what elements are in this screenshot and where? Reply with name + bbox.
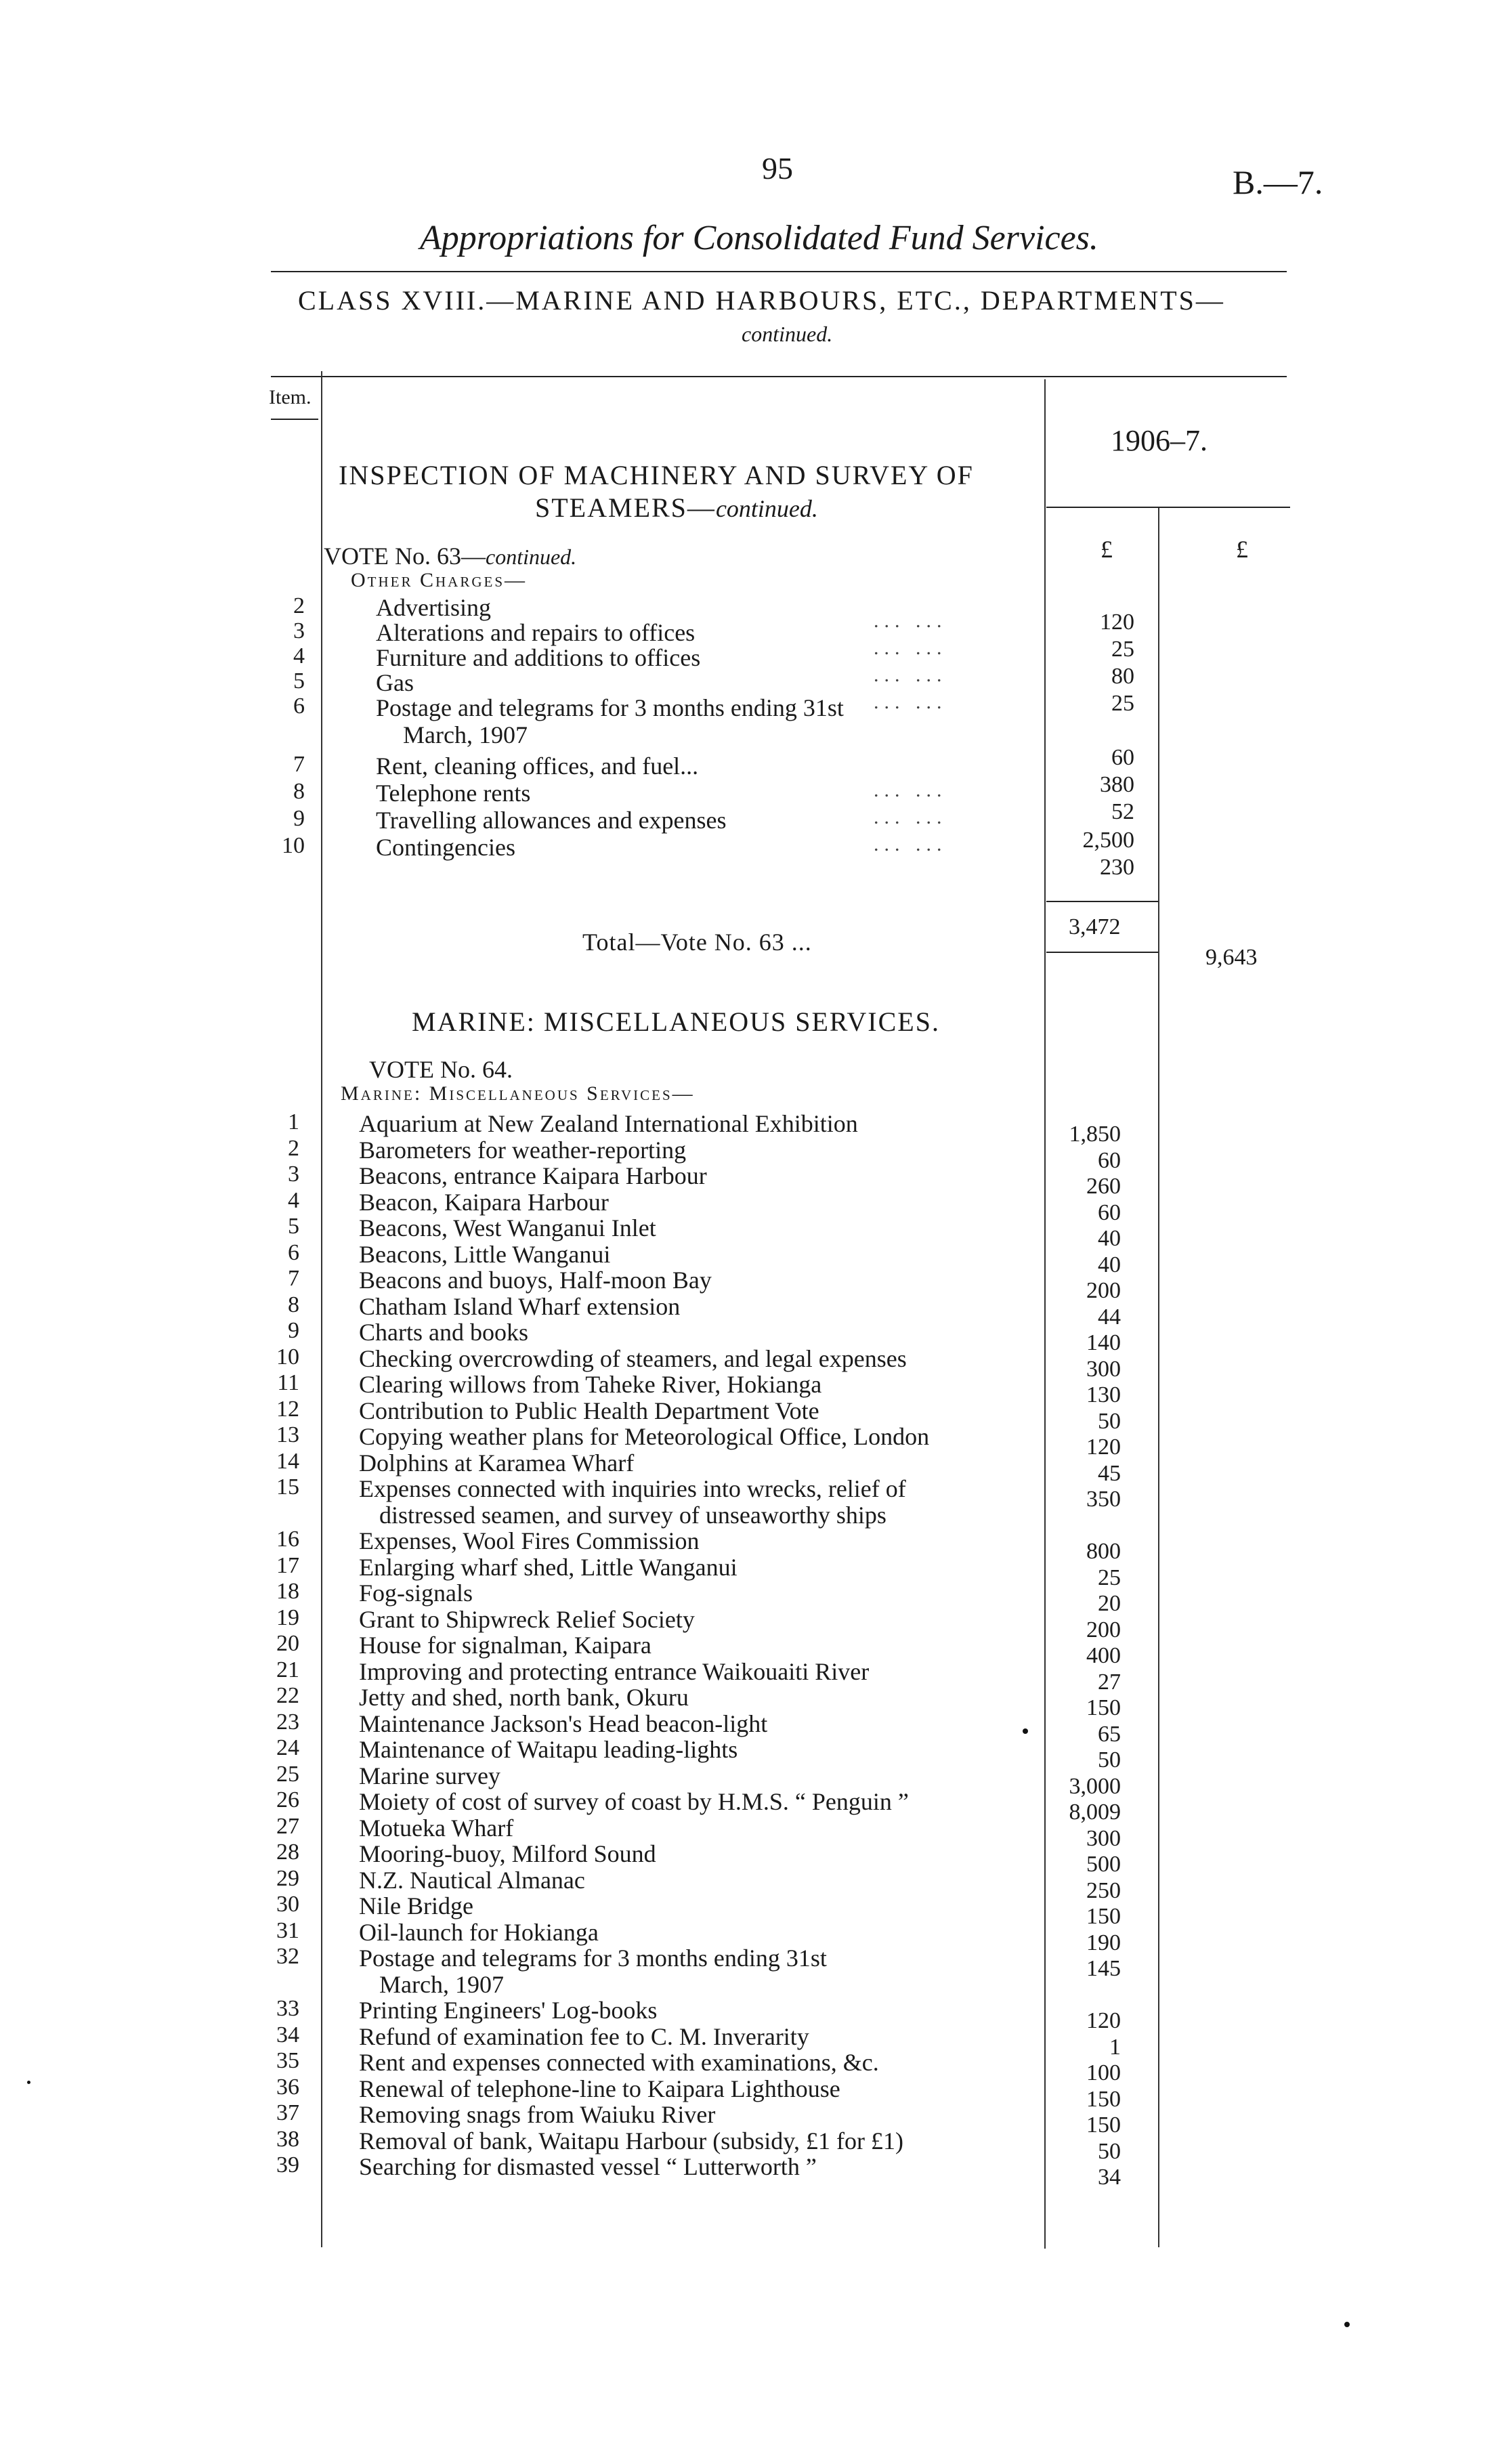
item-number: 37 xyxy=(276,2100,299,2125)
item-number: 8 xyxy=(288,1292,299,1317)
item-amount: 250 xyxy=(1086,1877,1121,1903)
item-description: Travelling allowances and expenses xyxy=(376,807,727,834)
item-amount: 44 xyxy=(1098,1304,1121,1330)
item-number: 2 xyxy=(293,593,305,618)
print-speck xyxy=(1344,2322,1350,2327)
item-amount: 500 xyxy=(1086,1852,1121,1877)
item-amount: 50 xyxy=(1098,1408,1121,1434)
item-number: 23 xyxy=(276,1709,299,1735)
item-description: Checking overcrowding of steamers, and legal expenses xyxy=(359,1344,907,1372)
item-number: 3 xyxy=(293,618,305,643)
item-amount: 60 xyxy=(1098,1199,1121,1225)
item-amount: 80 xyxy=(1111,664,1134,689)
item-number: 33 xyxy=(276,1996,299,2021)
item-amount: 260 xyxy=(1086,1174,1121,1199)
item-description: Mooring-buoy, Milford Sound xyxy=(359,1840,656,1867)
item-description: Fog-signals xyxy=(359,1579,473,1607)
header-rule xyxy=(271,271,1287,272)
item-description: Removal of bank, Waitapu Harbour (subsidy, £1 for £1) xyxy=(359,2127,903,2154)
item-description: Alterations and repairs to offices xyxy=(376,619,696,646)
vote63-total-amount: 3,472 xyxy=(1069,914,1121,939)
item-number: 14 xyxy=(276,1448,299,1474)
item-amount: 120 xyxy=(1100,610,1134,635)
item-number: 7 xyxy=(293,752,305,777)
page-number: 95 xyxy=(762,151,793,186)
section2-vote: VOTE No. 64. xyxy=(369,1056,513,1083)
item-description-continued: March, 1907 xyxy=(379,1970,504,1998)
item-amount: 50 xyxy=(1098,2138,1121,2164)
item-number: 26 xyxy=(276,1787,299,1812)
amount-column-divider xyxy=(1044,379,1046,2249)
item-description: Postage and telegrams for 3 months ending 31st xyxy=(376,694,844,721)
item-number: 4 xyxy=(288,1187,299,1213)
item-amount: 50 xyxy=(1098,1747,1121,1772)
total-rule xyxy=(1046,952,1158,953)
item-number: 36 xyxy=(276,2074,299,2100)
item-number: 10 xyxy=(282,833,305,858)
item-amount: 150 xyxy=(1086,2112,1121,2138)
item-column-divider xyxy=(321,371,322,2247)
item-description-continued: March, 1907 xyxy=(403,721,528,748)
item-number: 10 xyxy=(276,1344,299,1369)
item-amount: 2,500 xyxy=(1082,828,1134,853)
item-number: 5 xyxy=(288,1214,299,1239)
item-description: Removing snags from Waiuku River xyxy=(359,2101,716,2128)
item-amount: 150 xyxy=(1086,1904,1121,1929)
total-column-divider xyxy=(1158,507,1159,2247)
item-number: 30 xyxy=(276,1892,299,1917)
item-description: Enlarging wharf shed, Little Wanganui xyxy=(359,1553,738,1581)
item-description: Motueka Wharf xyxy=(359,1814,514,1842)
item-amount: 8,009 xyxy=(1069,1800,1121,1825)
item-number: 18 xyxy=(276,1579,299,1604)
item-description: Dolphins at Karamea Wharf xyxy=(359,1449,635,1477)
item-description: Rent and expenses connected with examinations, &c. xyxy=(359,2049,879,2076)
item-description: Refund of examination fee to C. M. Inverarity xyxy=(359,2022,809,2050)
section1-heading-line2 xyxy=(535,492,818,524)
leader-dots: ... ... xyxy=(874,833,947,855)
item-number: 31 xyxy=(276,1917,299,1943)
grand-total: 9,643 xyxy=(1205,945,1258,970)
item-number: 32 xyxy=(276,1944,299,1969)
table-top-rule xyxy=(271,376,1287,377)
item-description: Furniture and additions to offices xyxy=(376,644,701,671)
item-description: Oil-launch for Hokianga xyxy=(359,1918,599,1946)
item-amount: 34 xyxy=(1098,2165,1121,2190)
section1-heading: INSPECTION OF MACHINERY AND SURVEY OF xyxy=(339,460,974,490)
section1-heading-continued: continued. xyxy=(715,495,818,522)
leader-dots: ... ... xyxy=(874,779,947,801)
item-description: Copying weather plans for Meteorological Office, London xyxy=(359,1423,930,1450)
item-amount: 200 xyxy=(1086,1278,1121,1303)
item-number: 16 xyxy=(276,1527,299,1552)
year-header: 1906–7. xyxy=(1111,424,1208,457)
item-description: Barometers for weather-reporting xyxy=(359,1136,687,1164)
item-number: 38 xyxy=(276,2126,299,2152)
item-number: 15 xyxy=(276,1474,299,1500)
item-amount: 20 xyxy=(1098,1591,1121,1616)
item-number: 19 xyxy=(276,1605,299,1630)
item-number: 12 xyxy=(276,1396,299,1422)
item-amount: 100 xyxy=(1086,2060,1121,2085)
item-amount: 400 xyxy=(1086,1643,1121,1668)
leader-dots: ... ... xyxy=(874,664,947,686)
item-description: Chatham Island Wharf extension xyxy=(359,1292,681,1320)
section1-vote-continued: continued. xyxy=(485,545,577,569)
leader-dots: ... ... xyxy=(874,806,947,828)
item-description: Beacons and buoys, Half-moon Bay xyxy=(359,1267,712,1294)
leader-dots: ... ... xyxy=(874,637,947,659)
item-amount: 190 xyxy=(1086,1930,1121,1955)
section1-vote xyxy=(324,542,576,570)
subtotal-rule xyxy=(1046,901,1158,902)
item-description: Searching for dismasted vessel “ Lutterworth ” xyxy=(359,2153,817,2180)
item-number: 9 xyxy=(288,1318,299,1343)
document-reference: B.—7. xyxy=(1233,163,1323,201)
item-number: 25 xyxy=(276,1761,299,1787)
print-speck xyxy=(27,2081,30,2084)
item-description: Maintenance of Waitapu leading-lights xyxy=(359,1736,738,1763)
currency-symbol-1: £ xyxy=(1100,536,1113,563)
item-description: Beacons, Little Wanganui xyxy=(359,1240,611,1268)
item-number: 35 xyxy=(276,2048,299,2073)
item-number: 5 xyxy=(293,668,305,694)
section1-subhead: Other Charges— xyxy=(351,569,528,591)
item-number: 1 xyxy=(288,1109,299,1134)
item-description: Maintenance Jackson's Head beacon-light xyxy=(359,1709,768,1737)
item-description: Expenses, Wool Fires Commission xyxy=(359,1527,700,1554)
item-description: Beacons, West Wanganui Inlet xyxy=(359,1214,656,1241)
item-number: 11 xyxy=(277,1370,299,1395)
item-amount: 40 xyxy=(1098,1226,1121,1251)
item-amount: 1 xyxy=(1109,2034,1121,2060)
item-amount: 52 xyxy=(1111,799,1134,824)
item-number: 6 xyxy=(288,1239,299,1265)
item-number: 28 xyxy=(276,1840,299,1865)
item-amount: 150 xyxy=(1086,1695,1121,1720)
section1-vote-text: VOTE No. 63— xyxy=(324,543,486,570)
item-description: Charts and books xyxy=(359,1319,528,1346)
item-amount: 350 xyxy=(1086,1487,1121,1512)
item-description: Renewal of telephone-line to Kaipara Lighthouse xyxy=(359,2075,840,2102)
item-description: Contingencies xyxy=(376,834,515,861)
item-number: 7 xyxy=(288,1266,299,1291)
item-number: 22 xyxy=(276,1683,299,1708)
vote63-total-label: Total—Vote No. 63 ... xyxy=(582,929,812,956)
item-amount: 3,000 xyxy=(1069,1773,1121,1799)
item-amount: 800 xyxy=(1086,1539,1121,1564)
item-amount: 40 xyxy=(1098,1252,1121,1277)
item-amount: 150 xyxy=(1086,2086,1121,2112)
leader-dots: ... ... xyxy=(874,610,947,632)
section1-heading-text: STEAMERS— xyxy=(535,492,716,523)
item-number: 6 xyxy=(293,694,305,719)
item-description: Rent, cleaning offices, and fuel... xyxy=(376,752,699,780)
item-description: Printing Engineers' Log-books xyxy=(359,1997,658,2024)
item-number: 24 xyxy=(276,1735,299,1760)
item-description: Postage and telegrams for 3 months ending 31st xyxy=(359,1945,827,1972)
item-amount: 145 xyxy=(1086,1956,1121,1981)
currency-symbol-2: £ xyxy=(1236,536,1248,563)
item-description: Improving and protecting entrance Waikouaiti River xyxy=(359,1657,870,1685)
item-description: Gas xyxy=(376,669,414,696)
item-amount: 60 xyxy=(1111,745,1134,770)
item-description: Clearing willows from Taheke River, Hokianga xyxy=(359,1371,822,1398)
item-description: N.Z. Nautical Almanac xyxy=(359,1866,585,1894)
item-number: 27 xyxy=(276,1813,299,1839)
item-number: 2 xyxy=(288,1135,299,1161)
year-rule xyxy=(1046,507,1290,508)
page-title: Appropriations for Consolidated Fund Services. xyxy=(420,219,1098,257)
item-number: 21 xyxy=(276,1657,299,1682)
item-amount: 120 xyxy=(1086,2008,1121,2033)
item-number: 3 xyxy=(288,1162,299,1187)
item-amount: 65 xyxy=(1098,1721,1121,1747)
item-description: Marine survey xyxy=(359,1762,500,1789)
item-description-continued: distressed seamen, and survey of unseaworthy ships xyxy=(379,1501,886,1529)
item-amount: 25 xyxy=(1098,1565,1121,1590)
item-number: 39 xyxy=(276,2152,299,2178)
item-header-rule xyxy=(271,419,318,420)
item-description: Contribution to Public Health Department Vote xyxy=(359,1397,819,1424)
item-amount: 300 xyxy=(1086,1356,1121,1382)
item-number: 29 xyxy=(276,1865,299,1891)
leader-dots: ... ... xyxy=(874,691,947,713)
item-description: Telephone rents xyxy=(376,780,531,807)
item-amount: 25 xyxy=(1111,637,1134,662)
item-amount: 27 xyxy=(1098,1669,1121,1695)
class-heading: CLASS XVIII.—MARINE AND HARBOURS, ETC., DEPARTMENTS— xyxy=(298,285,1225,316)
item-description: Beacon, Kaipara Harbour xyxy=(359,1188,609,1216)
item-amount: 230 xyxy=(1100,855,1134,880)
item-amount: 300 xyxy=(1086,1825,1121,1851)
section2-heading: MARINE: MISCELLANEOUS SERVICES. xyxy=(412,1006,940,1037)
item-description: Moiety of cost of survey of coast by H.M.S. “ Penguin ” xyxy=(359,1788,909,1815)
item-amount: 140 xyxy=(1086,1330,1121,1355)
item-number: 13 xyxy=(276,1422,299,1447)
item-amount: 130 xyxy=(1086,1382,1121,1407)
item-column-header: Item. xyxy=(269,386,312,408)
item-number: 20 xyxy=(276,1631,299,1656)
item-amount: 200 xyxy=(1086,1617,1121,1642)
item-amount: 120 xyxy=(1086,1435,1121,1460)
item-number: 9 xyxy=(293,806,305,831)
item-description: Grant to Shipwreck Relief Society xyxy=(359,1605,695,1633)
item-amount: 60 xyxy=(1098,1147,1121,1173)
item-number: 4 xyxy=(293,643,305,668)
class-subheading: continued. xyxy=(742,322,833,346)
item-number: 8 xyxy=(293,779,305,804)
item-description: House for signalman, Kaipara xyxy=(359,1632,651,1659)
item-amount: 380 xyxy=(1100,772,1134,797)
item-description: Advertising xyxy=(376,594,491,621)
section2-subhead: Marine: Miscellaneous Services— xyxy=(341,1082,695,1105)
item-description: Jetty and shed, north bank, Okuru xyxy=(359,1684,689,1711)
item-description: Beacons, entrance Kaipara Harbour xyxy=(359,1162,707,1189)
item-description: Expenses connected with inquiries into wrecks, relief of xyxy=(359,1475,906,1502)
item-amount: 25 xyxy=(1111,691,1134,716)
item-number: 34 xyxy=(276,2022,299,2047)
item-amount: 1,850 xyxy=(1069,1122,1121,1147)
item-amount: 45 xyxy=(1098,1460,1121,1486)
print-speck xyxy=(1023,1728,1028,1734)
item-number: 17 xyxy=(276,1552,299,1578)
item-description: Nile Bridge xyxy=(359,1892,473,1919)
item-description: Aquarium at New Zealand International Exhibition xyxy=(359,1110,858,1137)
